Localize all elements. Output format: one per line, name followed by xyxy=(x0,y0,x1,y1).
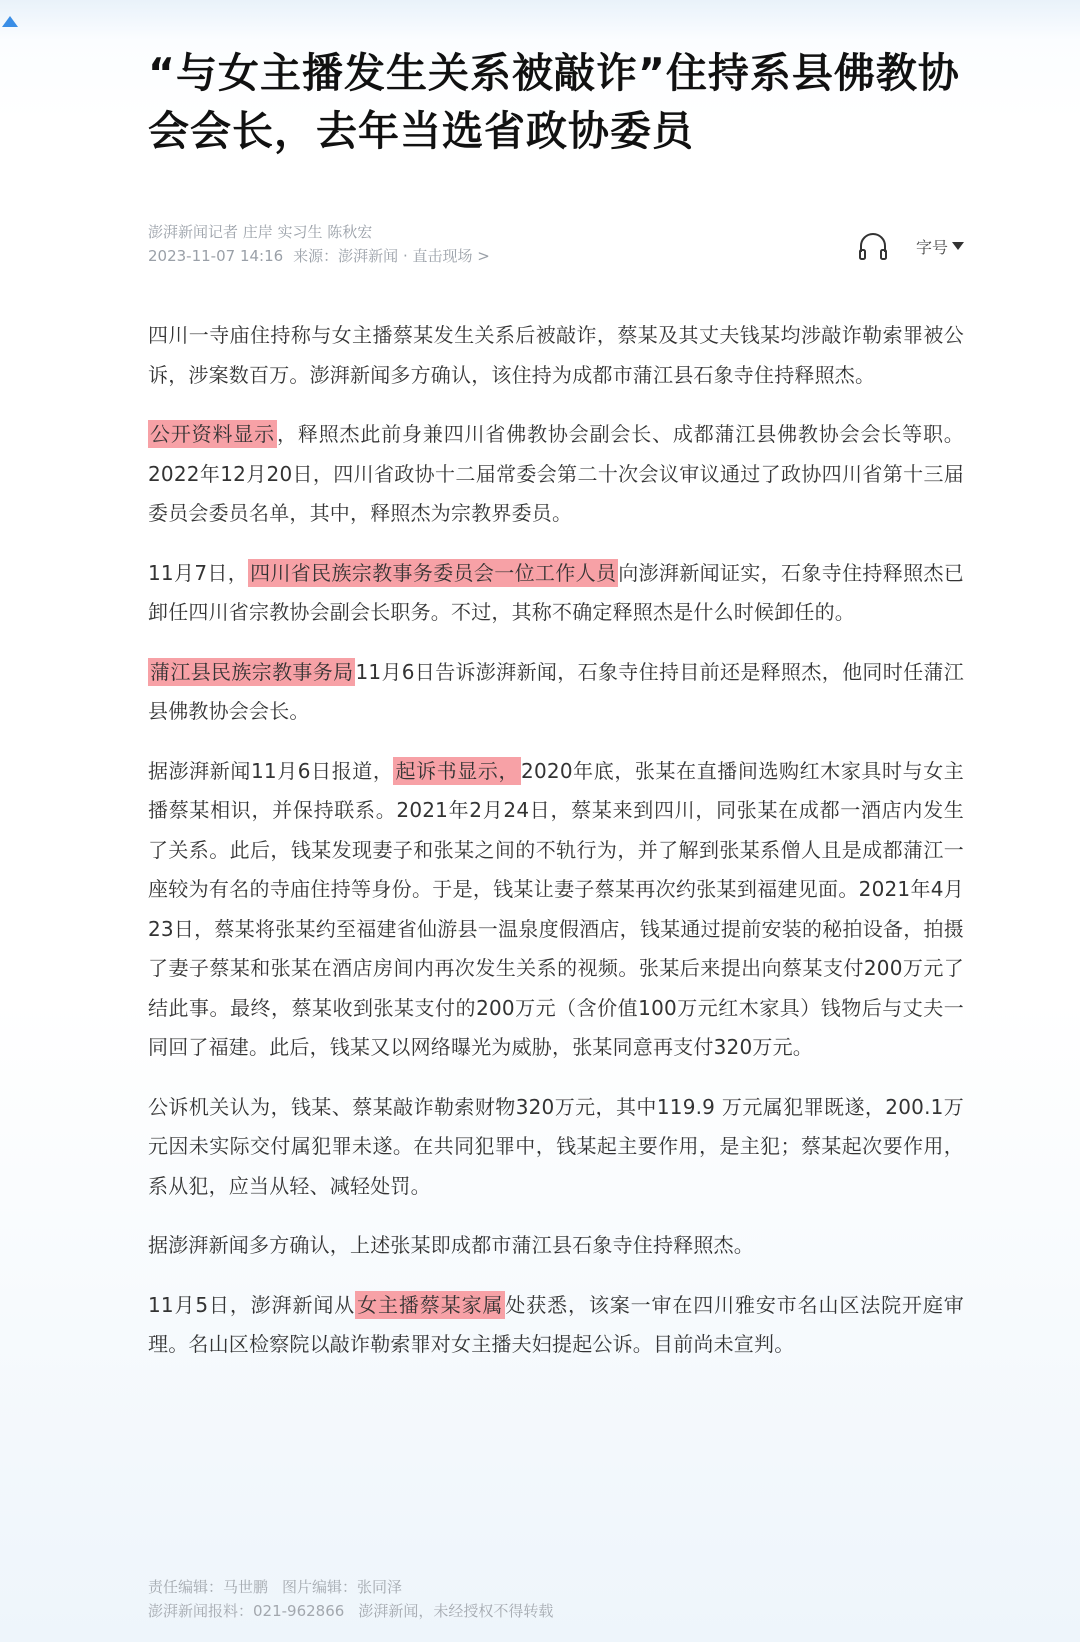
article-tools xyxy=(858,232,964,260)
paragraph-3 xyxy=(148,554,964,633)
chevron-down-icon xyxy=(952,242,964,250)
highlight: 公开资料显示 xyxy=(150,422,276,446)
paragraph-3-lead: 11月7日， xyxy=(148,560,249,585)
page-title: “与女主播发生关系被敲诈”住持系县佛教协会会长，去年当选省政协委员 xyxy=(148,49,960,155)
photo-editor: 图片编辑：张同泽 xyxy=(282,1578,403,1596)
byline: 澎湃新闻记者 庄岸 实习生 陈秋宏 xyxy=(148,223,373,241)
highlight: 起诉书显示， xyxy=(395,758,520,783)
paragraph-5 xyxy=(148,752,964,1068)
paragraph-5-text: 2020年底，张某在直播间选购红木家具时与女主播蔡某相识，并保持联系。2021年2月24日，蔡某来到四川，同张某在成都一酒店内发生了关系。此后，钱某发现妻子和张某之间的不轨行为，并了解到张某系僧人且是成都蒲江一座较为有名的寺庙住持等身份。于是，钱某让妻子蔡某再次约张某到福建见面。2021年4月23日，蔡某将张某约至福建省仙游县一温泉度假酒店，钱某通过提前安装的秘拍设备，拍摄了妻子蔡某和张某在酒店房间内再次发生关系的视频。张某后来提出向蔡某支付200万元了结此事。最终，蔡某收到张某支付的200万元（含价值100万元红木家具）钱物后与丈夫一同回了福建。此后，钱某又以网络曝光为威胁，张某同意再支付320万元。 xyxy=(148,758,964,1059)
article-footer xyxy=(148,1575,964,1623)
editor-line xyxy=(148,1575,964,1599)
article-body xyxy=(148,316,964,1385)
hotline-line xyxy=(148,1599,964,1623)
responsible-editor: 责任编辑：马世鹏 xyxy=(148,1578,269,1596)
paragraph-7-text: 据澎湃新闻多方确认，上述张某即成都市蒲江县石象寺住持释照杰。 xyxy=(148,1233,754,1257)
headphone-icon[interactable] xyxy=(858,232,888,260)
paragraph-3-text: 向澎湃新闻证实，石象寺住持释照杰已卸任四川省宗教协会副会长职务。不过，其称不确定释照杰是什么时候卸任的。 xyxy=(148,560,964,624)
paragraph-1 xyxy=(148,316,964,395)
paragraph-8-text: 处获悉，该案一审在四川雅安市名山区法院开庭审理。名山区检察院以敲诈勒索罪对女主播夫妇提起公诉。目前尚未宣判。 xyxy=(148,1292,964,1356)
news-hotline: 澎湃新闻报料：021-962866 xyxy=(148,1602,345,1620)
highlight: 女主播蔡某家属 xyxy=(357,1292,504,1317)
paragraph-2-text: ，释照杰此前身兼四川省佛教协会副会长、成都蒲江县佛教协会会长等职。2022年12月20日，四川省政协十二届常委会第二十次会议审议通过了政协四川省第十三届委员会委员名单，其中，释照杰为宗教界委员。 xyxy=(148,422,964,525)
font-size-button[interactable] xyxy=(916,235,964,258)
paragraph-1-text: 四川一寺庙住持称与女主播蔡某发生关系后被敲诈，蔡某及其丈夫钱某均涉敲诈勒索罪被公诉，涉案数百万。澎湃新闻多方确认，该住持为成都市蒲江县石象寺住持释照杰。 xyxy=(148,323,964,387)
copyright-notice: 澎湃新闻，未经授权不得转载 xyxy=(358,1602,554,1620)
article-meta xyxy=(148,220,964,270)
paragraph-8-lead: 11月5日，澎湃新闻从 xyxy=(148,1292,356,1317)
dateline xyxy=(148,244,964,268)
paragraph-6 xyxy=(148,1088,964,1207)
paragraph-2 xyxy=(148,415,964,534)
paragraph-4 xyxy=(148,653,964,732)
highlight: 蒲江县民族宗教事务局 xyxy=(150,659,354,684)
paragraph-5-lead: 据澎湃新闻11月6日报道， xyxy=(148,758,394,783)
paragraph-6-text: 公诉机关认为，钱某、蔡某敲诈勒索财物320万元，其中119.9 万元属犯罪既遂，200.1万元因未实际交付属犯罪未遂。在共同犯罪中，钱某起主要作用，是主犯；蔡某起次要作用，系从犯，应当从轻、减轻处罚。 xyxy=(148,1094,964,1198)
font-size-label: 字号 xyxy=(915,237,948,257)
scroll-top-icon[interactable] xyxy=(2,16,18,27)
paragraph-7 xyxy=(148,1226,964,1266)
paragraph-8 xyxy=(148,1286,964,1365)
publish-datetime: 2023-11-07 14:16 xyxy=(148,247,284,265)
source-link[interactable]: 来源：澎湃新闻 · 直击现场 > xyxy=(293,247,490,265)
paragraph-4-text: 11月6日告诉澎湃新闻，石象寺住持目前还是释照杰，他同时任蒲江县佛教协会会长。 xyxy=(148,659,965,723)
highlight: 四川省民族宗教事务委员会一位工作人员 xyxy=(250,560,617,585)
